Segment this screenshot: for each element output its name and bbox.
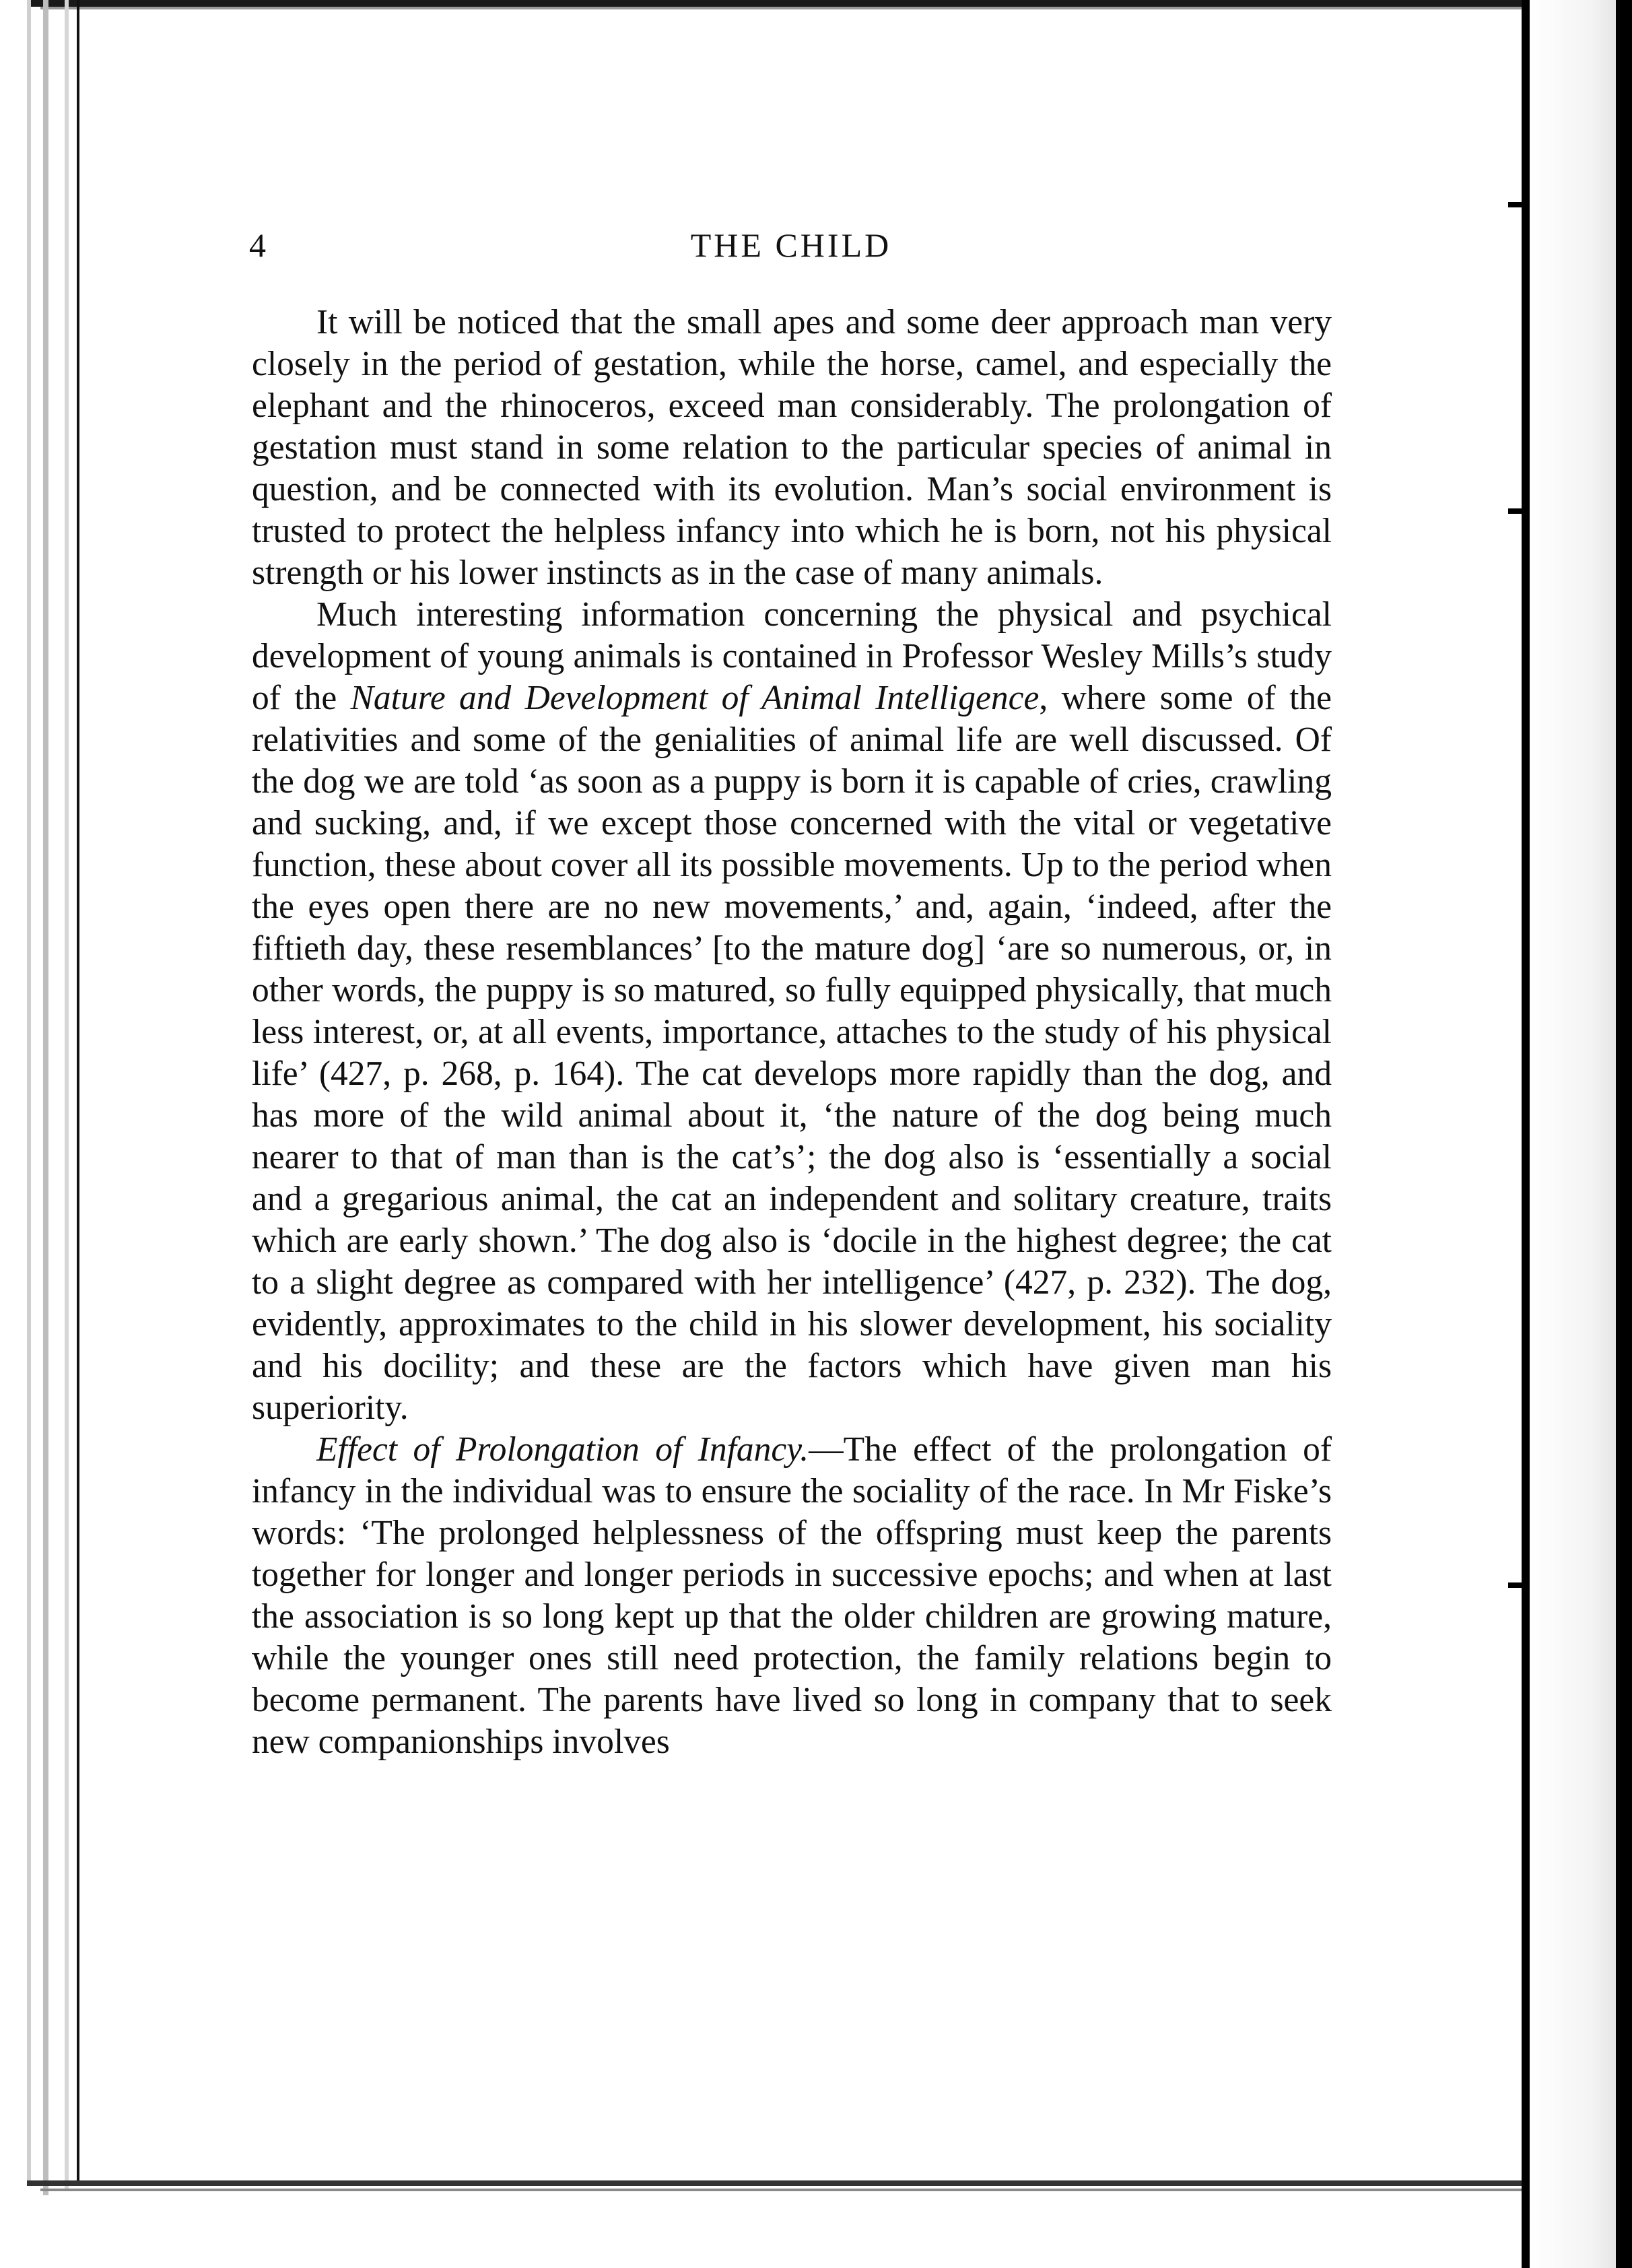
scan-edge-bottom bbox=[40, 2189, 1528, 2191]
page-number: 4 bbox=[249, 226, 266, 264]
paragraph-text: , where some of the relativities and some of the genialities of animal life are well discussed. Of the dog we are told ‘as soon as a puppy is born it is capable of cries, crawling and sucking, and, if we except those concerned with the vital or vegetative function, these about cover all its possible movements. Up to the period when the eyes open there are no new movements,’ and, again, ‘indeed, after the fiftieth day, these resemblances’ [to the mature dog] ‘are so numerous, or, in other words, the puppy is so matured, so fully equipped physically, that much less interest, or, at all events, importance, attaches to the study of his physical life’ (427, p. 268, p. 164). The cat develops more rapidly than the dog, and has more of the wild animal about it, ‘the nature of the dog being much nearer to that of man than is the cat’s’; the dog also is ‘essentially a social and a gregarious animal, the cat an independent and solitary creature, traits which are early shown.’ The dog also is ‘docile in the highest degree; the cat to a slight degree as compared with her intelligence’ (427, p. 232). The dog, evidently, approximates to the child in his slower development, his sociality and his docility; and these are the factors which have given man his superiority. bbox=[252, 679, 1332, 1427]
scan-edge-top bbox=[27, 0, 1535, 7]
scan-edge-left bbox=[43, 0, 48, 2195]
scan-edge-bottom bbox=[27, 2180, 1528, 2186]
paragraph-text: —The effect of the prolongation of infancy in the individual was to ensure the sociality of the race. In Mr Fiske’s words: ‘The prolonged helplessness of the offspring must keep the parents together for longer and longer periods in successive epochs; and when at last the association is so long kept up that the older children are growing mature, while the younger ones still need protection, the family relations begin to become permanent. The parents have lived so long in company that to seek new companionships involves bbox=[252, 1430, 1332, 1761]
scan-edge-right bbox=[1616, 0, 1632, 2268]
body-text bbox=[252, 302, 1332, 1763]
paragraph-text: It will be noticed that the small apes and some deer approach man very closely in the period of gestation, while the horse, camel, and especially the elephant and the rhinoceros, exceed man considerably. The prolongation of gestation must stand in some relation to the particular species of animal in question, and be connected with its evolution. Man’s social environment is trusted to protect the helpless infancy into which he is born, not his physical strength or his lower instincts as in the case of many animals. bbox=[252, 303, 1332, 592]
spine-mark bbox=[1508, 508, 1528, 514]
running-title: THE CHILD bbox=[690, 226, 892, 264]
scan-edge-left bbox=[27, 0, 31, 2182]
scan-edge-top-shadow bbox=[40, 7, 1522, 9]
paragraph-text: Much interesting information concerning the physical and psychical development of young animals is contained in Professor Wesley Mills’s study of the bbox=[252, 595, 1332, 717]
book-title: Nature and Development of Animal Intelligence bbox=[350, 679, 1040, 717]
paragraph bbox=[252, 1429, 1332, 1763]
section-heading: Effect of Prolongation of Infancy. bbox=[316, 1430, 809, 1469]
scan-edge-left bbox=[77, 0, 79, 2182]
paragraph bbox=[252, 302, 1332, 594]
scan-edge-left bbox=[65, 0, 69, 2189]
spine-mark bbox=[1508, 202, 1528, 207]
book-spine-edge bbox=[1522, 0, 1530, 2268]
paragraph bbox=[252, 594, 1332, 1429]
running-head bbox=[249, 226, 1333, 273]
spine-mark bbox=[1508, 1582, 1528, 1588]
